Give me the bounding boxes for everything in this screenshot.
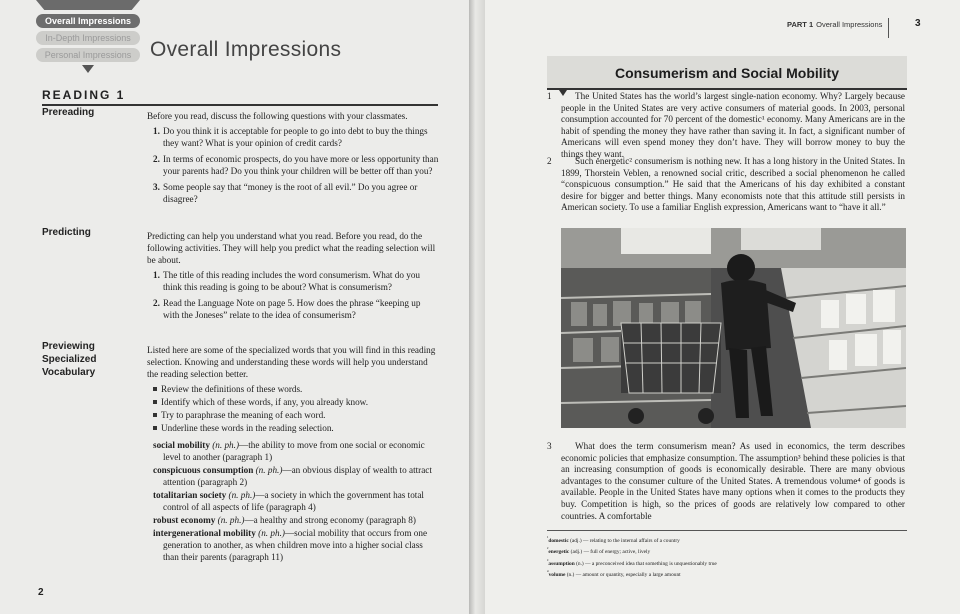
nav-tab-personal-impressions: Personal Impressions	[36, 48, 140, 62]
article-paragraph: The United States has the world’s largest single-nation economy. Why? Largely because people in the United States are very active consumers of material goods. In 2003, personal consumption accounted for 70 percent of the domestic¹ economy. Many Americans are in the habit of spending the money they have rather than saving it. In fact, a significant number of Americans will even spend money they don’t have. They will borrow money to buy the things they want.	[561, 91, 905, 159]
vocabulary-list	[153, 439, 439, 563]
running-head: PART 1 Overall Impressions	[787, 20, 883, 29]
footnotes	[547, 534, 907, 579]
list-item: 3. Some people say that “money is the root of all evil.” Do you agree or disagree?	[153, 182, 418, 204]
prereading-label: Prereading	[42, 107, 95, 118]
predicting-intro: Predicting can help you understand what you read. Before you read, do the following activities. They will help you predict what the reading selection will be about.	[147, 231, 436, 265]
bullet-item: Identify which of these words, if any, you already know.	[153, 396, 439, 408]
paragraph-number: 2	[547, 156, 552, 166]
chapter-title: Overall Impressions	[150, 38, 342, 61]
nav-tab-in-depth-impressions: In-Depth Impressions	[36, 31, 140, 45]
list-item: 1. Do you think it is acceptable for people to go into debt to buy the things they want? What is your opinion of credit cards?	[153, 126, 428, 148]
footnote: $^{^1}$domestic (adj.) — relating to the internal affairs of a country	[547, 535, 680, 544]
vocab-entry: totalitarian society (n. ph.)—a society in which the government has total control of all aspects of life (paragraph 4)	[153, 490, 424, 512]
page-number: 3	[915, 18, 921, 29]
bullet-item: Try to paraphrase the meaning of each word.	[153, 409, 439, 421]
footnote: $^{^4}$volume (n.) — amount or quantity, especially a large amount	[547, 568, 681, 578]
article-paragraph: Such energetic² consumerism is nothing new. It has a long history in the United States. In 1899, Thorstein Veblen, a renowned social critic, described a social phenomenon he called “conspicuous consumption.” He said that the Americans of his day exhibited a constant desire for bigger and better things. Many economists note that this attitude still persists in American society. To use a familiar English expression, Americans want to “have it all.”	[561, 156, 905, 213]
bullet-item: Underline these words in the reading selection.	[153, 422, 439, 434]
footnote: $^{^2}$energetic (adj.) — full of energy; active, lively	[547, 546, 651, 556]
article-paragraph: What does the term consumerism mean? As used in economics, the term describes economic policies that emphasize consumption. The assumption³ behind these policies is that an increasing consumption of goods is economically desirable. There are many obvious advantages to the consumer culture of the United States. A tremendous volume⁴ of goods is available. People in the United States have many options when it comes to the products they buy. Competition is high, so the prices of goods are relatively low compared to other countries. A comfortable	[561, 441, 905, 521]
footnote: $^{^3}$assumption (n.) — a preconceived idea that something is unquestionably true	[547, 557, 717, 567]
page-number: 2	[38, 587, 44, 598]
prereading-intro: Before you read, discuss the following questions with your classmates.	[147, 111, 408, 121]
previewing-section	[147, 344, 439, 564]
vocab-entry: social mobility (n. ph.)—the ability to move from one social or economic level to another (paragraph 1)	[153, 440, 425, 462]
predicting-section	[147, 230, 439, 325]
list-item: 2. Read the Language Note on page 5. How does the phrase “keeping up with the Joneses” relate to the idea of consumerism?	[153, 298, 421, 320]
paragraph-number: 1	[547, 91, 552, 101]
article-title: Consumerism and Social Mobility	[614, 65, 840, 81]
previewing-intro: Listed here are some of the specialized words that you will find in this reading selection. Knowing and understanding these words will help you understand the reading selection better.	[147, 345, 436, 379]
paragraph-number: 3	[547, 441, 552, 451]
prereading-section	[147, 110, 439, 209]
reading-heading: READING 1	[42, 88, 438, 106]
nav-tab-fold	[36, 0, 140, 10]
bullet-item: Review the definitions of these words.	[153, 383, 439, 395]
vocab-entry: robust economy (n. ph.)—a healthy and strong economy (paragraph 8)	[153, 515, 416, 525]
footnote-rule	[547, 530, 907, 531]
article-title-rule	[547, 88, 907, 90]
list-item: 2. In terms of economic prospects, do you have more or less opportunity than your parents had? Do you think your children will be better off than you?	[153, 154, 439, 176]
list-item: 1. The title of this reading includes the word consumerism. What do you think this reading is going to be about? What is consumerism?	[153, 270, 421, 292]
supermarket-shopper-photo	[561, 228, 906, 428]
nav-down-arrow-icon	[82, 65, 94, 73]
previewing-label: Previewing Specialized Vocabulary	[42, 341, 97, 378]
nav-tab-overall-impressions: Overall Impressions	[36, 14, 140, 28]
left-page	[0, 0, 469, 614]
right-page	[485, 0, 960, 614]
vocab-entry: conspicuous consumption (n. ph.)—an obvious display of wealth to attract attention (paragraph 2)	[153, 465, 432, 487]
running-head-divider	[888, 18, 889, 38]
predicting-label: Predicting	[42, 227, 91, 238]
section-nav	[36, 14, 142, 73]
book-gutter	[469, 0, 485, 614]
vocab-entry: intergenerational mobility (n. ph.)—social mobility that occurs from one generation to another, as when children move into a higher social class than their parents (paragraph 11)	[153, 528, 428, 562]
